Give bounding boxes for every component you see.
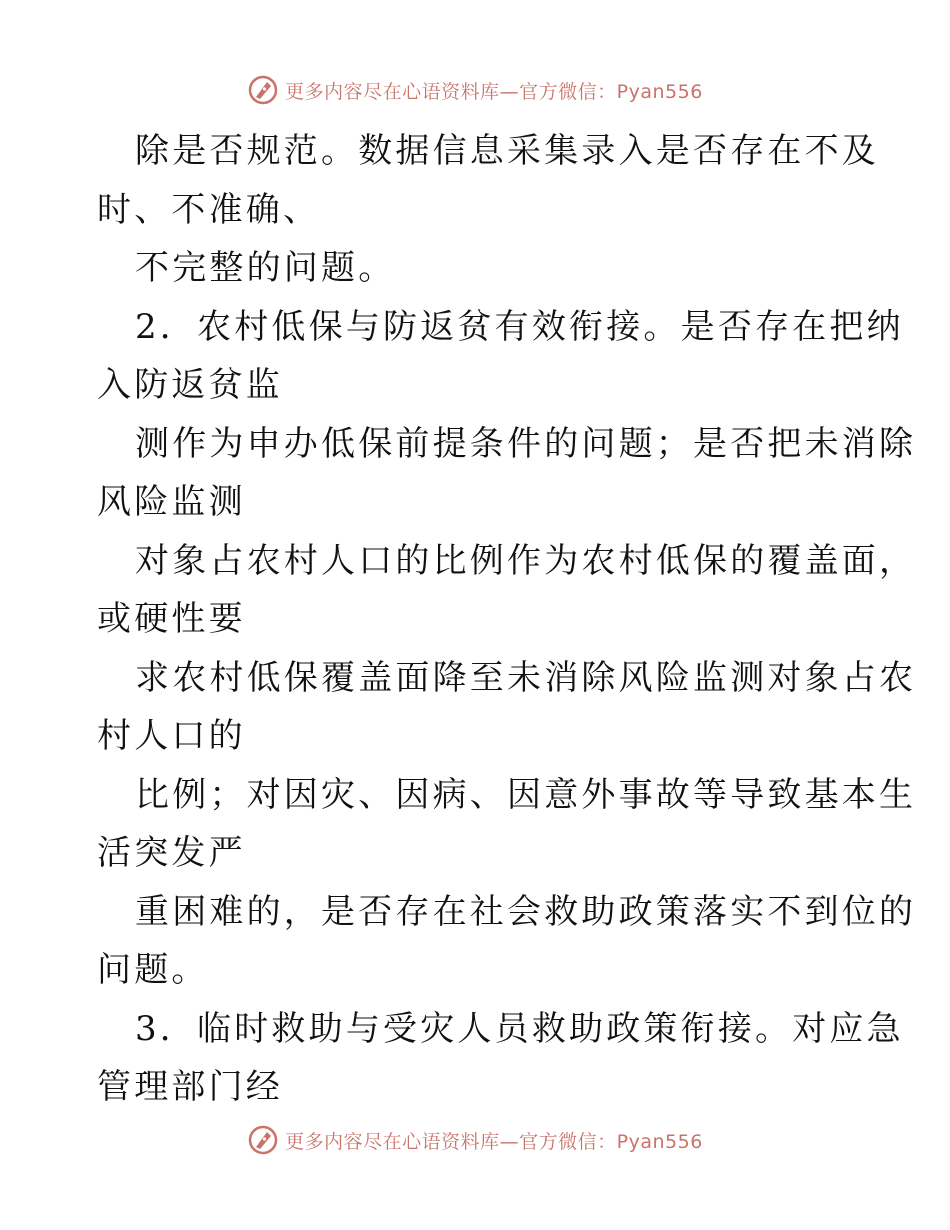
text-line: 不完整的问题。 <box>135 248 396 288</box>
text-line: 除是否规范。数据信息采集录入是否存在不及 <box>135 131 879 171</box>
pen-nib-circle-icon <box>247 74 279 106</box>
text-line: 测作为申办低保前提条件的问题；是否把未消除 <box>135 423 917 464</box>
text-line: 风险监测 <box>97 482 246 522</box>
text-line: 2．农村低保与防返贫有效衔接。是否存在把纳 <box>135 306 904 347</box>
text-line: 时、不准确、 <box>97 189 321 230</box>
text-line: 对象占农村人口的比例作为农村低保的覆盖面， <box>135 540 917 581</box>
text-line: 或硬性要 <box>97 599 246 639</box>
text-line: 活突发严 <box>97 833 246 873</box>
text-line: 入防返贫监 <box>97 365 283 405</box>
text-line: 比例；对因灾、因病、因意外事故等导致基本生 <box>135 774 917 815</box>
watermark-wechat-id: Pyan556 <box>616 80 703 103</box>
text-line: 求农村低保覆盖面降至未消除风险监测对象占农 <box>135 657 917 698</box>
watermark-text: 更多内容尽在心语资料库—官方微信：Pyan556 <box>285 80 703 103</box>
text-line: 村人口的 <box>97 716 246 756</box>
text-line: 3．临时救助与受灾人员救助政策衔接。对应急 <box>135 1008 904 1049</box>
pen-nib-circle-icon <box>247 1124 279 1156</box>
header-watermark <box>0 70 950 110</box>
watermark-text: 更多内容尽在心语资料库—官方微信：Pyan556 <box>285 1130 703 1153</box>
watermark-wechat-id: Pyan556 <box>616 1130 703 1153</box>
text-line: 管理部门经 <box>97 1067 283 1107</box>
document-body <box>97 122 917 1117</box>
text-line: 重困难的，是否存在社会救助政策落实不到位的 <box>135 891 917 932</box>
text-line: 问题。 <box>97 950 209 990</box>
footer-watermark <box>0 1120 950 1160</box>
